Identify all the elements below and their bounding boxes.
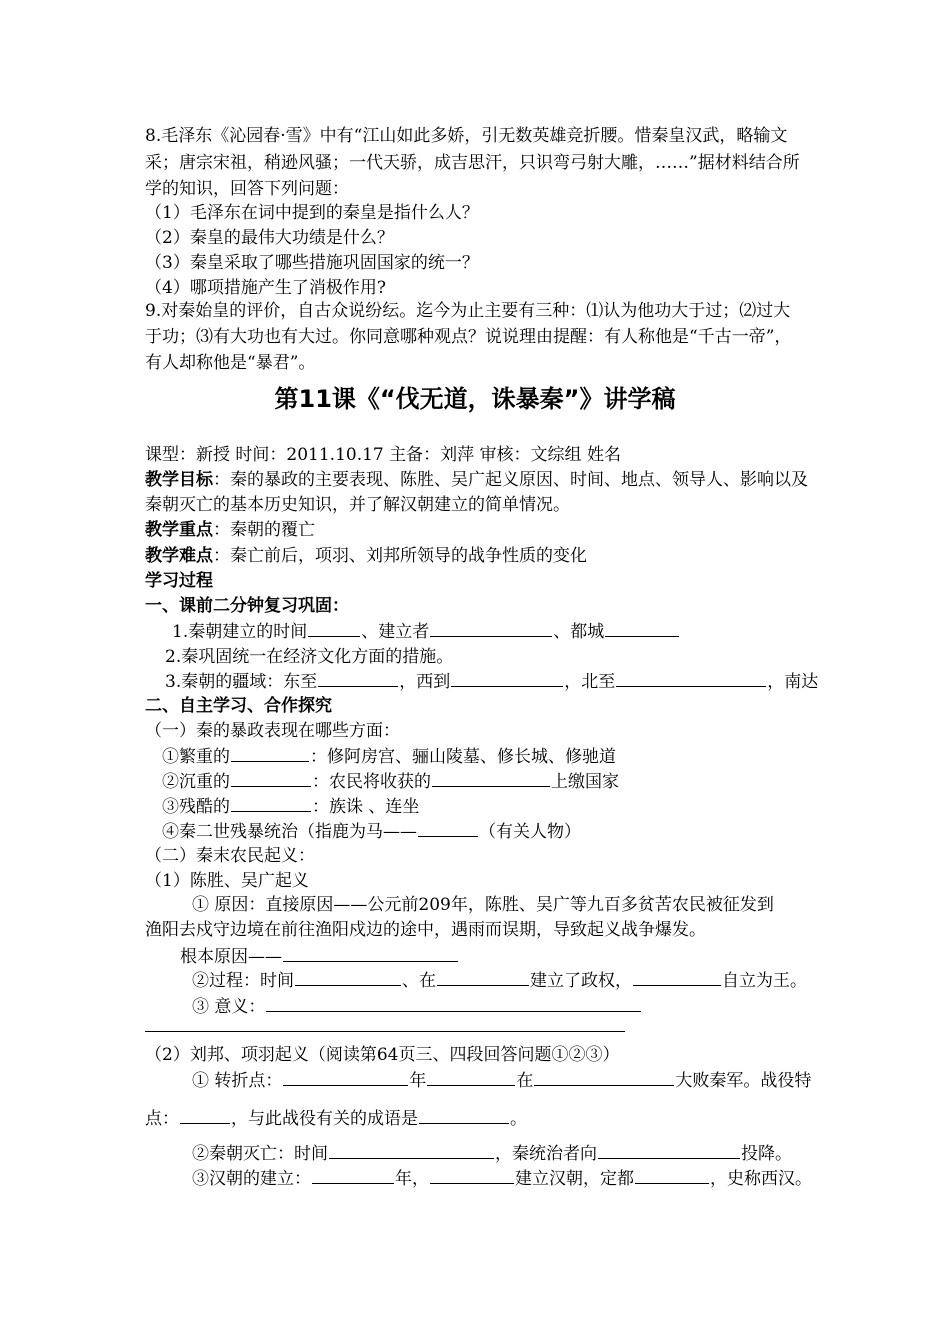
focus-text: ：秦朝的覆亡 (213, 520, 315, 540)
blank-punishment[interactable] (231, 794, 311, 812)
a4-text-b: （有关人物） (479, 822, 581, 842)
teaching-goal (145, 468, 808, 492)
blank-labor[interactable] (231, 744, 309, 762)
tyranny-item-4 (162, 819, 581, 844)
blank-idiom[interactable] (419, 1106, 509, 1124)
blank-process-time[interactable] (295, 968, 401, 986)
a3-text: ③残酷的 (162, 797, 230, 817)
blank-person[interactable] (418, 819, 478, 837)
answer-line[interactable] (145, 1031, 625, 1032)
turning-point (192, 1068, 811, 1093)
q9-line-2: 于功；⑶有大功也有大过。你同意哪种观点？说说理由提醒：有人称他是“千古一帝”， (145, 327, 792, 347)
cause-line-1: ① 原因：直接原因——公元前209年，陈胜、吴广等九百多贫苦农民被征发到 (192, 895, 774, 915)
han-founding (192, 1166, 812, 1191)
a2-text: ②沉重的 (162, 772, 230, 792)
blank-tax[interactable] (231, 769, 311, 787)
blank-east[interactable] (318, 669, 398, 687)
review-item-2: 2.秦巩固统一在经济文化方面的措施。 (165, 647, 454, 667)
item3-text-c: ，北至 (564, 672, 616, 692)
item3-text-a: 3.秦朝的疆域：东至 (165, 672, 318, 692)
blank-fall-time[interactable] (329, 1141, 494, 1159)
review-item-3 (165, 669, 818, 694)
t-text-1: ① 转折点： (192, 1071, 283, 1091)
process-heading: 学习过程 (145, 571, 213, 591)
tyranny-item-3 (162, 794, 419, 819)
h-text-2: 年， (395, 1169, 429, 1189)
q8-line-3: 学的知识，回答下列问题： (145, 179, 349, 199)
t-text-4: 大败秦军。战役特 (675, 1071, 812, 1091)
q9-line-3: 有人却称他是“暴君”。 (145, 353, 316, 373)
blank-root-cause[interactable] (283, 944, 458, 962)
h-text-1: ③汉朝的建立： (192, 1169, 311, 1189)
pr-text-4: 自立为王。 (722, 971, 807, 991)
blank-han-founder[interactable] (430, 1166, 514, 1184)
liu-xiang-heading: （2）刘邦、项羽起义（阅读第64页三、四段回答问题①②③） (145, 1045, 620, 1065)
a1-text-b: ：修阿房宫、骊山陵墓、修长城、修驰道 (310, 747, 616, 767)
f-text-3: 投降。 (741, 1144, 792, 1164)
focus-label: 教学重点 (145, 520, 213, 540)
review-item-1 (172, 619, 680, 644)
item1-text-b: 、建立者 (361, 622, 430, 642)
a2-text-b: ：农民将收获的 (312, 772, 431, 792)
sig-text: ③ 意义： (192, 997, 266, 1017)
blank-turning-year[interactable] (283, 1068, 408, 1086)
battle-feature (145, 1106, 527, 1131)
blank-feature[interactable] (180, 1106, 230, 1124)
q9-line-1: 9.对秦始皇的评价，自古众说纷纭。迄今为止主要有三种：⑴认为他功大于过；⑵过大 (145, 301, 791, 321)
tyranny-item-2 (162, 769, 619, 794)
a4-text: ④秦二世残暴统治（指鹿为马—— (162, 822, 417, 842)
uprising-heading: （二）秦末农民起义： (145, 846, 315, 866)
t-text-6: ，与此战役有关的成语是 (231, 1109, 418, 1129)
root-text: 根本原因—— (180, 947, 282, 967)
difficulty-text: ：秦亡前后，项羽、刘邦所领导的战争性质的变化 (213, 546, 587, 566)
f-text-1: ②秦朝灭亡：时间 (192, 1144, 328, 1164)
q8-line-2: 采；唐宗宋祖，稍逊风骚；一代天骄，成吉思汗，只识弯弓射大雕，……”据材料结合所 (145, 153, 800, 173)
blank-significance[interactable] (266, 994, 641, 1012)
teaching-focus (145, 518, 315, 542)
blank-north[interactable] (616, 669, 766, 687)
item3-text-d: ，南达 (767, 672, 819, 692)
uprising-significance (192, 994, 642, 1019)
q8-sub-1: （1）毛泽东在词中提到的秦皇是指什么人？ (145, 203, 479, 223)
blank-founding-time[interactable] (308, 619, 360, 637)
pr-text-1: ②过程：时间 (192, 971, 294, 991)
blank-founder[interactable] (430, 619, 552, 637)
a1-text: ①繁重的 (162, 747, 230, 767)
q8-sub-4: （4）哪项措施产生了消极作用? (145, 278, 386, 298)
chen-wu-heading: （1）陈胜、吴广起义 (145, 871, 309, 891)
pr-text-2: 、在 (402, 971, 436, 991)
blank-han-year[interactable] (312, 1166, 394, 1184)
blank-han-capital[interactable] (635, 1166, 709, 1184)
blank-leader[interactable] (633, 968, 721, 986)
a3-text-b: ：族诛 、连坐 (312, 797, 420, 817)
blank-place[interactable] (437, 968, 529, 986)
cause-line-2: 渔阳去戍守边境在前往渔阳戍边的途中，遇雨而误期，导致起义战争爆发。 (145, 920, 706, 940)
q8-line-1: 8.毛泽东《沁园春·雪》中有“江山如此多娇，引无数英雄竞折腰。惜秦皇汉武，略输文 (145, 126, 788, 146)
blank-turning-person[interactable] (427, 1068, 515, 1086)
item1-text-c: 、都城 (553, 622, 605, 642)
t-text-2: 年 (409, 1071, 427, 1091)
item1-text-a: 1.秦朝建立的时间 (172, 622, 308, 642)
t-text-5: 点： (145, 1109, 179, 1129)
f-text-2: ，秦统治者向 (495, 1144, 597, 1164)
blank-turning-place[interactable] (534, 1068, 674, 1086)
tyranny-question: （一）秦的暴政表现在哪些方面： (145, 721, 400, 741)
root-cause (180, 944, 459, 969)
h-text-3: 建立汉朝，定都 (515, 1169, 634, 1189)
t-text-3: 在 (516, 1071, 534, 1091)
t-text-7: 。 (510, 1109, 527, 1129)
goal-label: 教学目标 (145, 470, 213, 490)
uprising-process (192, 968, 807, 993)
blank-capital[interactable] (605, 619, 679, 637)
q8-sub-2: （2）秦皇的最伟大功绩是什么？ (145, 228, 394, 248)
teaching-difficulty (145, 544, 587, 568)
q8-sub-3: （3）秦皇采取了哪些措施巩固国家的统一？ (145, 253, 479, 273)
lesson-title: 第11课《“伐无道，诛暴秦”》讲学稿 (274, 385, 676, 413)
goal-text-2: 秦朝灭亡的基本历史知识，并了解汉朝建立的简单情况。 (145, 495, 570, 515)
blank-harvest[interactable] (432, 769, 550, 787)
blank-west[interactable] (451, 669, 563, 687)
section-1-heading: 一、课前二分钟复习巩固： (145, 596, 349, 616)
difficulty-label: 教学难点 (145, 546, 213, 566)
tyranny-item-1 (162, 744, 616, 769)
section-2-heading: 二、自主学习、合作探究 (145, 696, 332, 716)
pr-text-3: 建立了政权， (530, 971, 632, 991)
lesson-meta: 课型：新授 时间：2011.10.17 主备：刘萍 审核：文综组 姓名 (145, 445, 621, 465)
a2-text-c: 上缴国家 (551, 772, 619, 792)
qin-fall (192, 1141, 792, 1166)
blank-surrender-to[interactable] (598, 1141, 740, 1159)
item3-text-b: ，西到 (399, 672, 451, 692)
h-text-4: ，史称西汉。 (710, 1169, 812, 1189)
goal-text: ：秦的暴政的主要表现、陈胜、吴广起义原因、时间、地点、领导人、影响以及 (213, 470, 808, 490)
